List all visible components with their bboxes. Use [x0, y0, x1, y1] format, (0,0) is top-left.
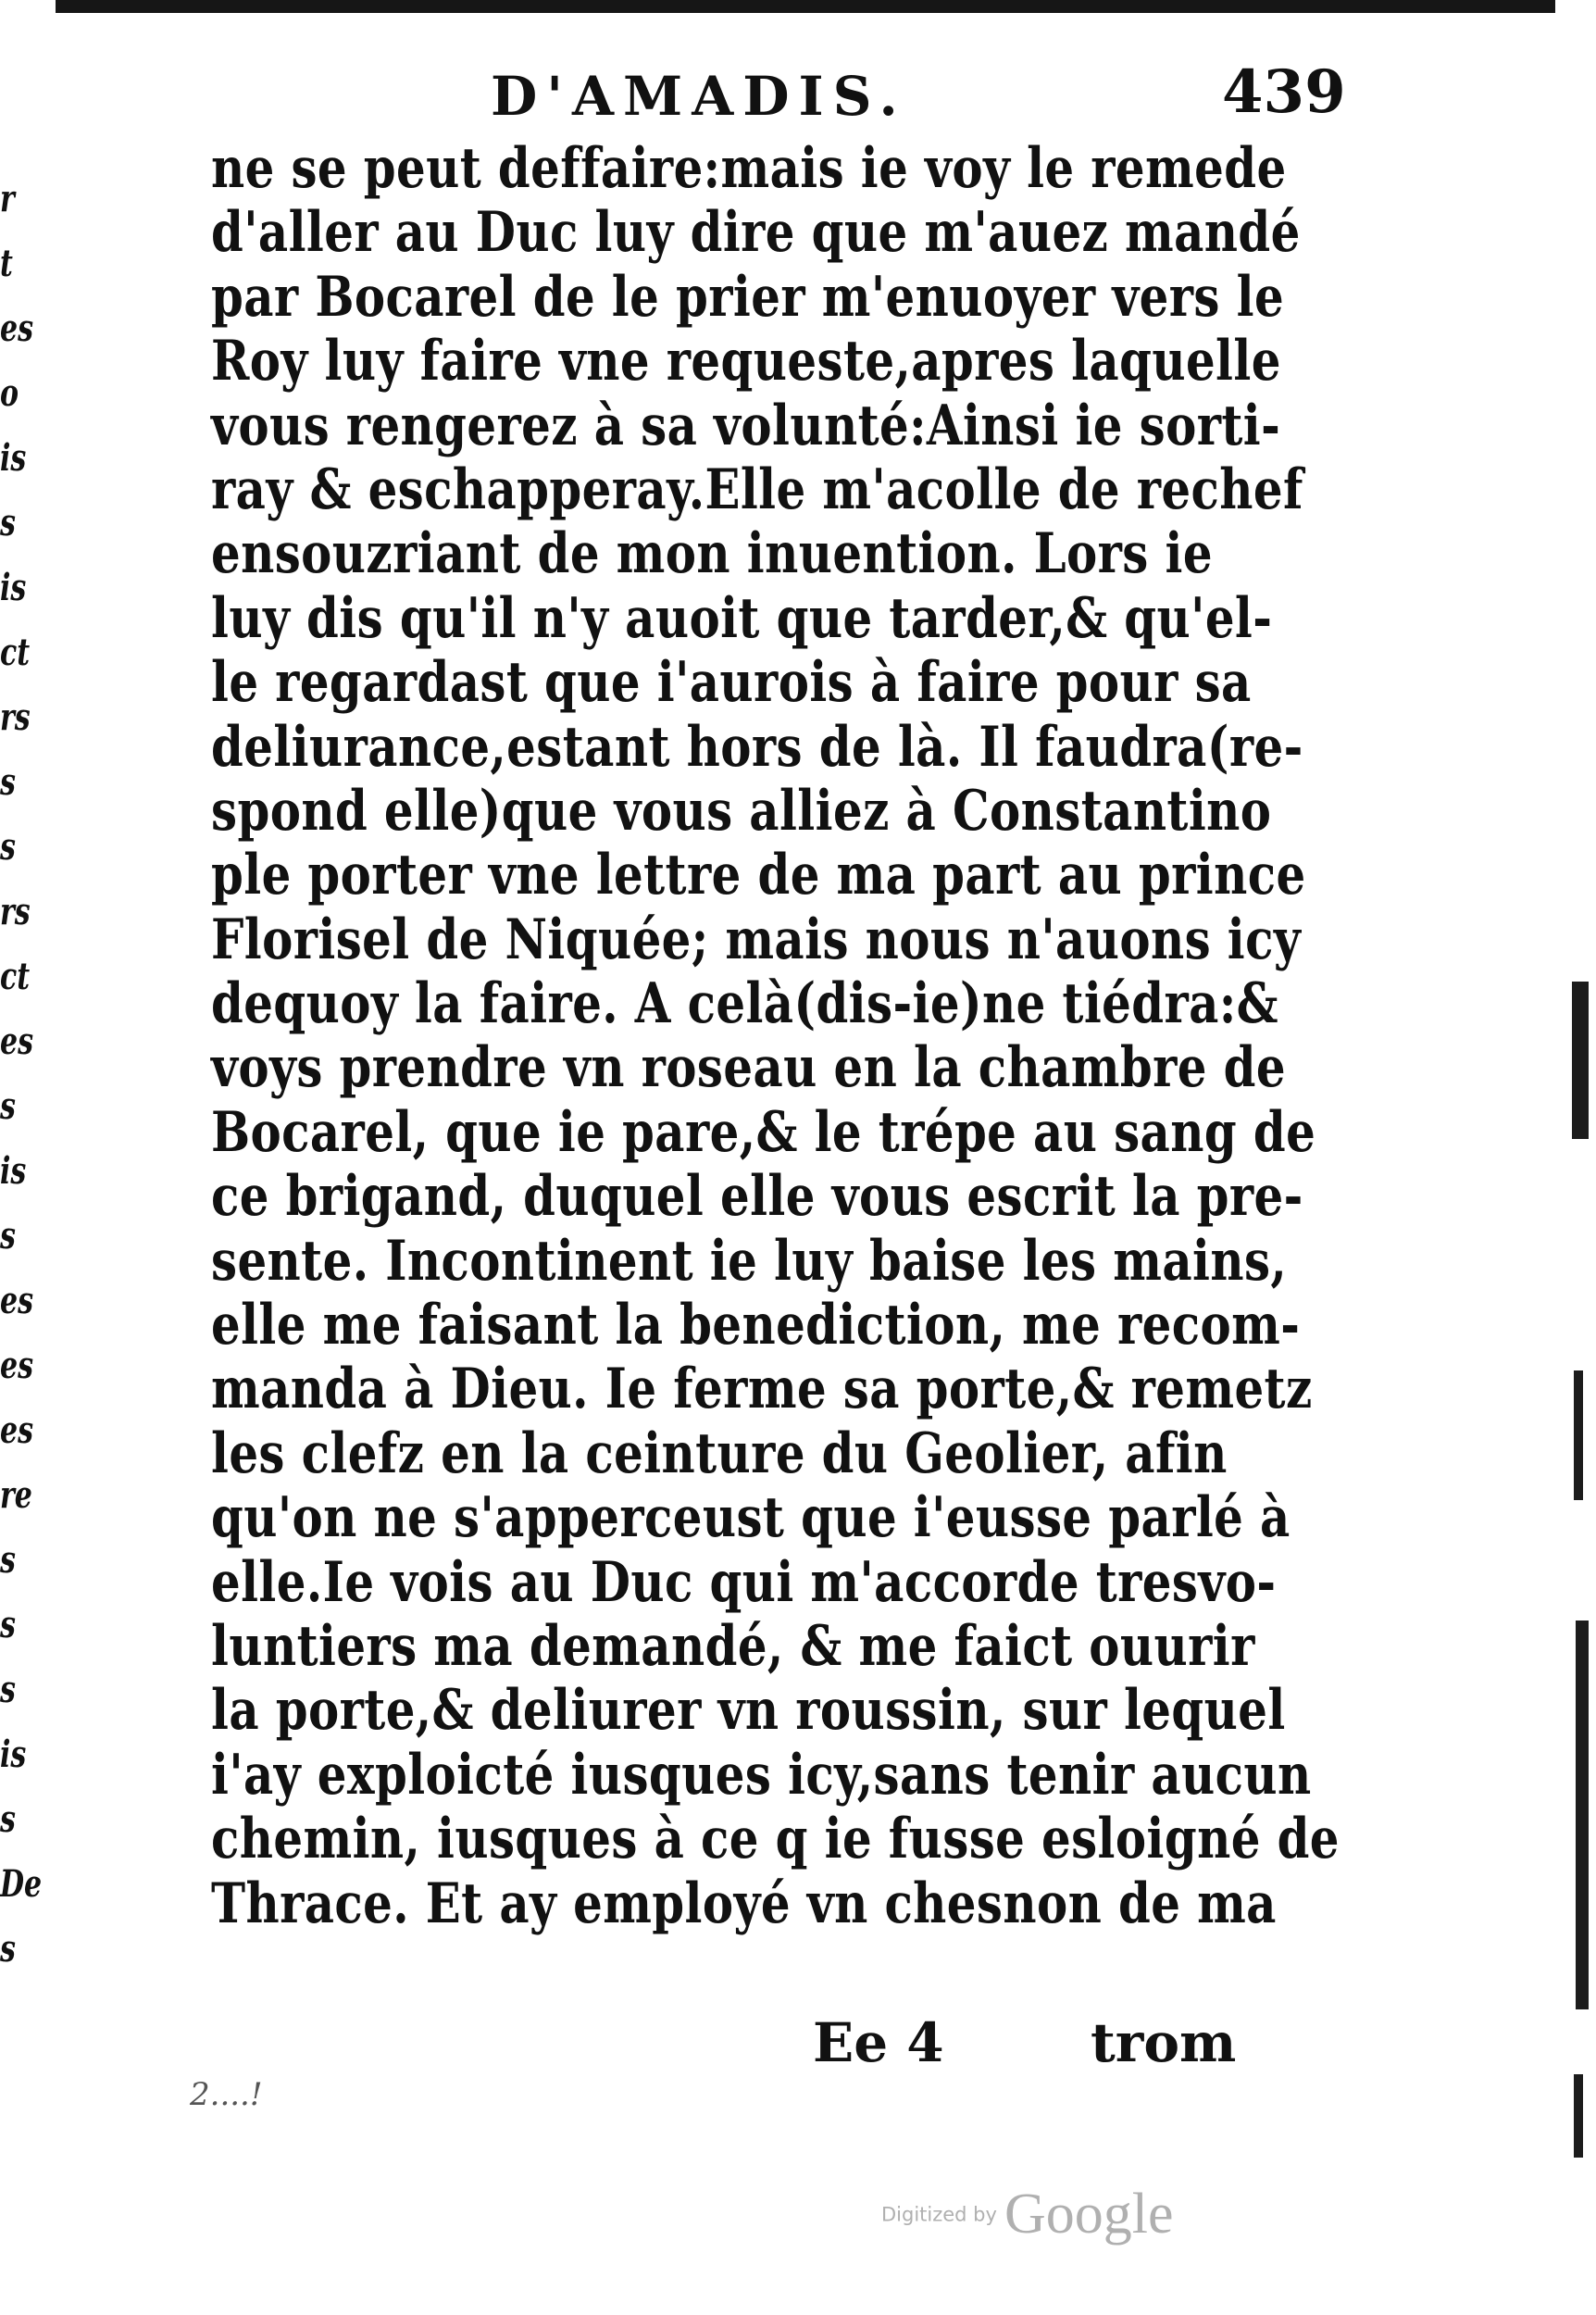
margin-fragment: is [0, 1733, 27, 1776]
margin-fragment: rs [0, 890, 31, 933]
adjacent-page-margin [0, 167, 51, 2204]
body-text [211, 136, 1340, 1936]
margin-fragment: es [0, 1344, 33, 1387]
text-line: manda à Dieu. Ie ferme sa porte,& remetz [211, 1357, 1313, 1422]
text-line: ple porter vne lettre de ma part au prince [211, 843, 1306, 908]
margin-fragment: s [0, 1084, 16, 1128]
margin-fragment: s [0, 501, 16, 544]
margin-fragment: r [0, 177, 15, 220]
text-line: sente. Incontinent ie luy baise les mains, [211, 1228, 1288, 1294]
text-line: chemin, iusques à ce q ie fusse esloigné de [211, 1807, 1340, 1872]
page-number: 439 [1222, 57, 1346, 127]
adjacent-page-edge-mark [1572, 982, 1589, 1139]
text-line: Roy luy faire vne requeste,apres laquelle [211, 329, 1281, 394]
margin-fragment: re [0, 1473, 32, 1517]
text-line: le regardast que i'aurois à faire pour sa [211, 650, 1252, 716]
text-line: vous rengerez à sa volunté:Ainsi ie sorti- [211, 393, 1281, 458]
margin-fragment: s [0, 1538, 16, 1582]
adjacent-page-edge-mark [1576, 1620, 1589, 2009]
text-line: luntiers ma demandé, & me faict ouurir [211, 1613, 1255, 1679]
margin-fragment: s [0, 1797, 16, 1841]
text-line: ce brigand, duquel elle vous escrit la pre- [211, 1164, 1303, 1230]
text-line: dequoy la faire. A celà(dis-ie)ne tiédra:& [211, 971, 1279, 1037]
margin-fragment: s [0, 1668, 16, 1711]
watermark-prefix: Digitized by [881, 2203, 997, 2226]
digitized-watermark [881, 2182, 1173, 2247]
margin-fragment: is [0, 566, 27, 609]
text-line: deliurance,estant hors de là. Il faudra(re- [211, 714, 1303, 780]
margin-fragment: is [0, 436, 27, 480]
margin-fragment: s [0, 760, 16, 804]
text-line: elle me faisant la benediction, me recom- [211, 1293, 1301, 1358]
text-line: d'aller au Duc luy dire que m'auez mandé [211, 200, 1301, 266]
margin-fragment: is [0, 1149, 27, 1193]
text-line: elle.Ie vois au Duc qui m'accorde tresvo- [211, 1549, 1277, 1615]
top-edge-rule [56, 0, 1555, 13]
margin-fragment: s [0, 1927, 16, 1971]
catchline [211, 2011, 1257, 2076]
margin-fragment: rs [0, 695, 31, 739]
text-line: qu'on ne s'apperceust que i'eusse parlé à [211, 1485, 1291, 1551]
text-line: Florisel de Niquée; mais nous n'auons icy [211, 907, 1302, 972]
text-line: luy dis qu'il n'y auoit que tarder,& qu'el- [211, 585, 1273, 651]
margin-fragment: es [0, 1408, 33, 1452]
margin-fragment: s [0, 825, 16, 869]
text-line: ensouzriant de mon inuention. Lors ie [211, 521, 1213, 587]
google-logo: Google [1004, 2183, 1174, 2246]
text-line: i'ay exploicté iusques icy,sans tenir aucun [211, 1742, 1312, 1808]
running-head: D'AMADIS. [491, 65, 907, 128]
margin-fragment: o [0, 371, 19, 415]
margin-fragment: es [0, 1279, 33, 1322]
text-line: ne se peut deffaire:mais ie voy le remede [211, 136, 1287, 201]
text-line: les clefz en la ceinture du Geolier, afin [211, 1420, 1228, 1486]
margin-fragment: s [0, 1214, 16, 1258]
margin-fragment: es [0, 307, 33, 350]
text-line: par Bocarel de le prier m'enuoyer vers le [211, 264, 1285, 330]
adjacent-page-edge-mark [1574, 1370, 1583, 1500]
margin-fragment: t [0, 242, 13, 285]
text-line: Bocarel, que ie pare,& le trépe au sang de [211, 1099, 1316, 1165]
bottom-scrawl: 2....! [190, 2076, 263, 2113]
margin-fragment: De [0, 1862, 43, 1906]
text-line: la porte,& deliurer vn roussin, sur lequel [211, 1678, 1286, 1744]
margin-fragment: ct [0, 955, 31, 998]
text-line: spond elle)que vous alliez à Constantino [211, 778, 1272, 844]
margin-fragment: s [0, 1603, 16, 1646]
text-line: ray & eschapperay.Elle m'acolle de rechef [211, 457, 1303, 522]
adjacent-page-edge-mark [1574, 2074, 1583, 2158]
catchword: trom [1091, 2011, 1237, 2074]
signature-mark: Ee 4 [813, 2011, 944, 2074]
text-line: Thrace. Et ay employé vn chesnon de ma [211, 1871, 1277, 1936]
margin-fragment: es [0, 1020, 33, 1063]
margin-fragment: ct [0, 631, 31, 674]
text-line: voys prendre vn roseau en la chambre de [211, 1035, 1286, 1101]
